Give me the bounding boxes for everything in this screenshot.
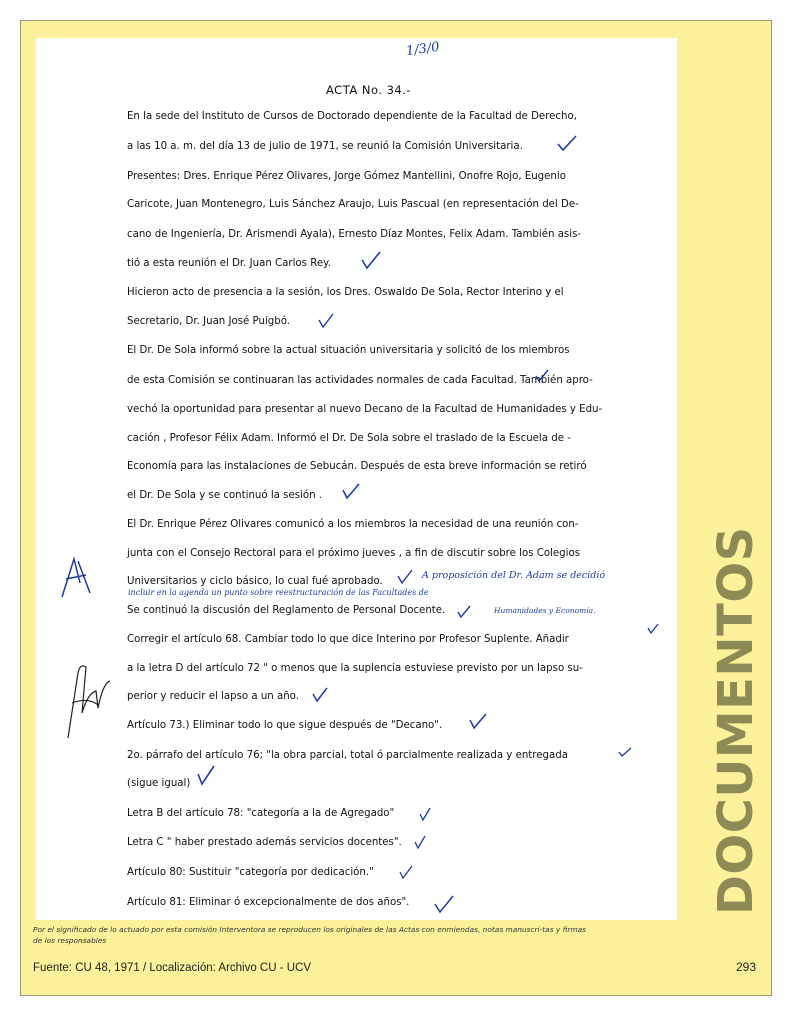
document-line: el Dr. De Sola y se continuó la sesión . [127, 490, 323, 501]
document-line: Hicieron acto de presencia a la sesión, los Dres. Oswaldo De Sola, Rector Interino y el [127, 287, 564, 298]
handwritten-mark: 1/3/0 [405, 39, 441, 60]
check-mark-icon [556, 134, 578, 152]
document-line: Letra B del artículo 78: "categoría a la de Agregado" [127, 808, 395, 819]
page-number: 293 [735, 960, 756, 974]
check-mark-icon [646, 622, 660, 636]
document-line: Economía para las instalaciones de Sebucán. Después de esta breve información se retiró [127, 461, 587, 472]
signature-icon [58, 633, 118, 743]
document-line: El Dr. De Sola informó sobre la actual situación universitaria y solicitó de los miembros [127, 345, 570, 356]
document-line: Se continuó la discusión del Reglamento de Personal Docente. [127, 605, 446, 616]
check-mark-icon [413, 834, 427, 850]
check-mark-icon [341, 482, 361, 500]
document-line: (sigue igual) [127, 778, 191, 789]
signature-initials-icon [56, 553, 96, 603]
document-line: Artículo 80: Sustituir "categoría por dedicación." [127, 867, 374, 878]
check-mark-icon [311, 686, 329, 704]
check-mark-icon [468, 712, 488, 730]
check-mark-icon [396, 568, 414, 586]
document-line: cano de Ingeniería, Dr. Arismendi Ayala), Ernesto Díaz Montes, Felix Adam. También asis- [127, 229, 582, 240]
document-line: Caricote, Juan Montenegro, Luis Sánchez Araujo, Luis Pascual (en representación del De- [127, 199, 579, 210]
document-line: perior y reducir el lapso a un año. [127, 691, 299, 702]
document-line: junta con el Consejo Rectoral para el próximo jueves , a fin de discutir sobre los Colegios [127, 548, 581, 559]
footer-source: Fuente: CU 48, 1971 / Localización: Archivo CU - UCV [33, 962, 312, 974]
document-line: En la sede del Instituto de Cursos de Doctorado dependiente de la Facultad de Derecho, [127, 111, 577, 122]
document-title: ACTA No. 34.- [326, 83, 412, 97]
document-line: Secretario, Dr. Juan José Puigbó. [127, 316, 291, 327]
document-line: Artículo 73.) Eliminar todo lo que sigue después de "Decano". [127, 720, 443, 731]
check-mark-icon [617, 746, 633, 758]
check-mark-icon [317, 312, 335, 330]
check-mark-icon [360, 250, 382, 270]
check-mark-icon [398, 864, 414, 880]
section-title: DOCUMENTOS [708, 526, 764, 915]
document-line: Letra C " haber prestado además servicios docentes". [127, 837, 402, 848]
document-line: Corregir el artículo 68. Cambiar todo lo que dice Interino por Profesor Suplente. Añadir [127, 634, 569, 645]
handwritten-note: incluir en la agenda un punto sobre reestructuración de las Facultades de [128, 588, 429, 597]
footer-caption: Por el significado de lo actuado por esta comisión Interventora se reproducen los originales de las Actas con enmiendas, notas manuscri-tas y firmas de los responsables [33, 925, 587, 945]
document-line: 2o. párrafo del artículo 76; "la obra parcial, total ó parcialmente realizada y entregada [127, 750, 568, 761]
document-line: cación , Profesor Félix Adam. Informó el Dr. De Sola sobre el traslado de la Escuela de - [127, 433, 571, 444]
document-line: de esta Comisión se continuaran las actividades normales de cada Facultad. También apro- [127, 375, 593, 386]
check-mark-icon [196, 764, 216, 786]
document-line: vechó la oportunidad para presentar al nuevo Decano de la Facultad de Humanidades y Edu- [127, 404, 603, 415]
check-mark-icon [433, 894, 455, 914]
handwritten-note: A proposición del Dr. Adam se decidió [422, 570, 606, 581]
document-line: El Dr. Enrique Pérez Olivares comunicó a los miembros la necesidad de una reunión con- [127, 519, 579, 530]
handwritten-note: Humanidades y Economía. [494, 606, 596, 615]
check-mark-icon [456, 604, 472, 620]
scanned-document [36, 38, 677, 920]
check-mark-icon [418, 806, 432, 822]
check-mark-icon [534, 368, 550, 384]
document-line: tió a esta reunión el Dr. Juan Carlos Rey. [127, 258, 331, 269]
document-line: Universitarios y ciclo básico, lo cual fué aprobado. [127, 576, 383, 587]
document-line: Artículo 81: Eliminar ó excepcionalmente de dos años". [127, 897, 410, 908]
document-line: a las 10 a. m. del día 13 de julio de 1971, se reunió la Comisión Universitaria. [127, 141, 523, 152]
document-line: Presentes: Dres. Enrique Pérez Olivares, Jorge Gómez Mantellini, Onofre Rojo, Eugenio [127, 171, 566, 182]
document-line: a la letra D del artículo 72 " o menos que la suplencia estuviese previsto por un lapso su- [127, 663, 583, 674]
